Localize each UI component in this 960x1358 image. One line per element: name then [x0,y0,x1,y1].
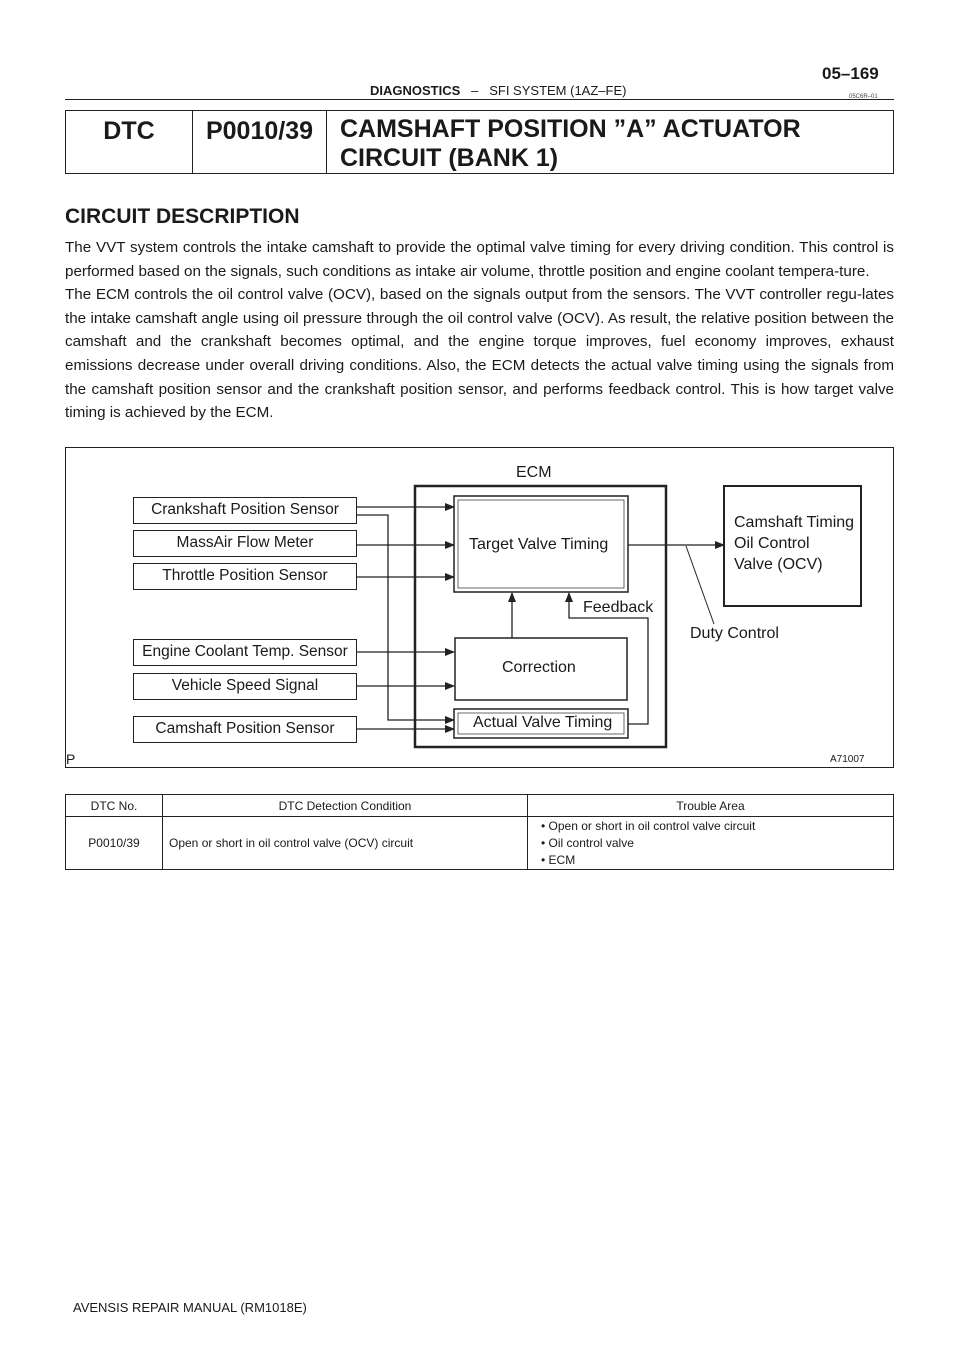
description-paragraph-1: The VVT system controls the intake camshaft to provide the optimal valve timing for every driving condition. This control is performed based on the signals, such conditions as intake air volume, throttle position and engine coolant tempera-ture. [65,239,894,280]
title-dtc-name [340,111,880,173]
table-cell-code: P0010/39 [66,817,163,870]
header-section: DIAGNOSTICS [370,83,461,98]
target-valve-timing-label: Target Valve Timing [469,536,609,553]
duty-control-label: Duty Control [690,625,779,642]
table-header-dtc-no: DTC No. [66,795,163,817]
description-body [65,236,894,425]
header-rule [65,99,894,100]
description-paragraph-2: The ECM controls the oil control valve (OCV), based on the signals output from the sensors. The VVT controller regu-lates the intake camshaft angle using oil pressure through the oil control valve (OCV). As result, the relative position between the camshaft and the crankshaft becomes optimal, and the engine torque improves, fuel economy improves, exhaust emissions decrease under overall driving conditions. Also, the ECM detects the actual valve timing using the signals from the camshaft position sensor and the crankshaft position sensor, and performs feedback control. This is how target valve timing is achieved by the ECM. [65,286,894,422]
title-dtc-label: DTC [66,111,193,173]
ecm-label: ECM [516,464,552,481]
title-line-2: CIRCUIT (BANK 1) [340,144,559,172]
figure-id: A71007 [830,754,865,765]
table-cell-areas [528,817,894,870]
vvt-block-diagram [65,447,894,768]
table-header-row [66,795,894,817]
page-number: 05–169 [822,64,879,83]
ocv-line-1: Camshaft Timing [734,514,855,531]
correction-label: Correction [502,659,576,676]
sensor-engine-coolant-temp: Engine Coolant Temp. Sensor [133,639,357,666]
list-item: • Open or short in oil control valve circuit [541,818,756,833]
sensor-crankshaft-position: Crankshaft Position Sensor [133,497,357,524]
section-heading: CIRCUIT DESCRIPTION [65,205,300,228]
actual-valve-timing-label: Actual Valve Timing [473,714,613,731]
figure-corner-label: P [66,751,76,767]
dtc-title-table [65,110,894,174]
title-line-1: CAMSHAFT POSITION ”A” ACTUATOR [340,115,801,143]
list-item: • Oil control valve [541,835,634,850]
table-header-trouble-area: Trouble Area [528,795,894,817]
sensor-camshaft-position: Camshaft Position Sensor [133,716,357,743]
running-header [370,83,626,98]
table-header-condition: DTC Detection Condition [163,795,528,817]
ocv-line-2: Oil Control [734,535,810,552]
table-row [66,817,894,870]
doc-code: 05C6R–01 [849,94,878,100]
dtc-table [65,794,894,870]
ocv-line-3: Valve (OCV) [734,556,823,573]
ocv-label [734,512,854,575]
list-item: • ECM [541,852,576,867]
sensor-mass-air-flow: MassAir Flow Meter [133,530,357,557]
title-dtc-code: P0010/39 [193,111,327,173]
feedback-label: Feedback [583,599,654,616]
header-subsection: SFI SYSTEM (1AZ–FE) [489,83,627,98]
header-separator: – [471,83,479,98]
sensor-vehicle-speed: Vehicle Speed Signal [133,673,357,700]
sensor-throttle-position: Throttle Position Sensor [133,563,357,590]
table-cell-condition: Open or short in oil control valve (OCV) circuit [163,817,528,870]
footer: AVENSIS REPAIR MANUAL (RM1018E) [73,1300,307,1315]
